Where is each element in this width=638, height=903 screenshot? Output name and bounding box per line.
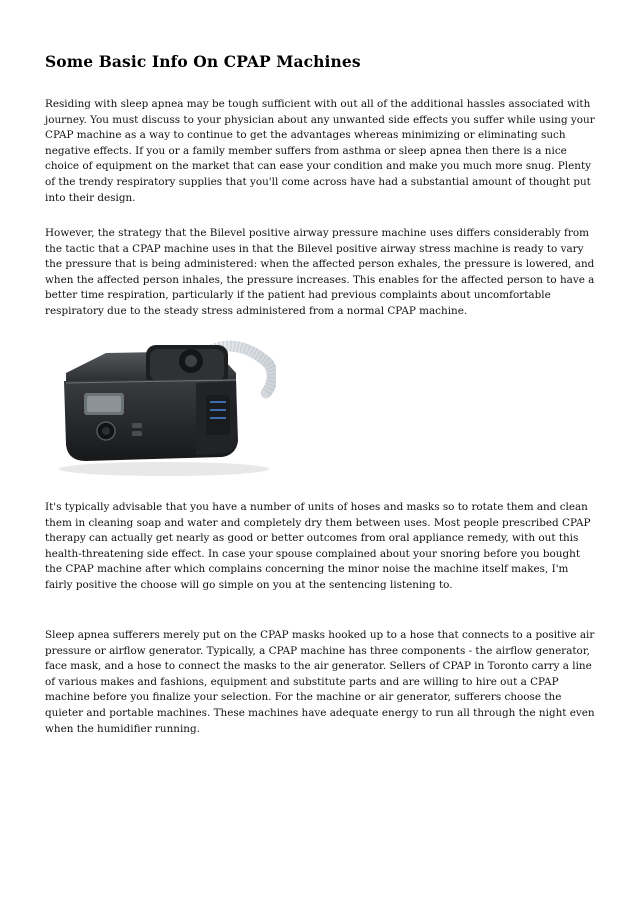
paragraph-1: Residing with sleep apnea may be tough sufficient with out all of the additional hassles associated with journey. You must discuss to your physician about any unwanted side effects you suffer while using your CPAP machine as a way to continue to get the advantages whereas minimizing or eliminating such negative effects. If you or a family member suffers from asthma or sleep apnea then there is a nice choice of equipment on the market that can ease your condition and make you much more snug. Plenty of the trendy respiratory supplies that you'll come across have had a substantial amount of thought put into their design. [45, 98, 595, 204]
paragraph-4: Sleep apnea sufferers merely put on the CPAP masks hooked up to a hose that connects to a positive air pressure or airflow generator. Typically, a CPAP machine has three components - the airflow generator, face mask, and a hose to connect the masks to the air generator. Sellers of CPAP in Toronto carry a line of various makes and fashions, equipment and substitute parts and are willing to hire out a CPAP machine before you finalize your selection. For the machine or air generator, sufferers choose the quieter and portable machines. These machines have adequate energy to run all through the night even when the humidifier running. [45, 629, 595, 735]
paragraph-3: It's typically advisable that you have a number of units of hoses and masks so to rotate them and clean them in cleaning soap and water and completely dry them between uses. Most people prescribed CPAP therapy can actually get nearly as good or better outcomes from oral appliance remedy, with out this health-threatening side effect. In case your spouse complained about your snoring before you bought the CPAP machine after which complains concerning the minor noise the machine itself makes, I'm fairly positive the choose will go simple on you at the sentencing listening to. [45, 501, 591, 591]
cpap-machine-image [46, 323, 276, 479]
paragraph-2: However, the strategy that the Bilevel positive airway pressure machine uses differs considerably from the tactic that a CPAP machine uses in that the Bilevel positive airway stress machine is ready to vary the pressure that is being administered: when the affected person exhales, the pressure is lowered, and when the affected person inhales, the pressure increases. This enables for the affected person to have a better time respiration, particularly if the patient had previous complaints about uncomfortable respiratory due to the steady stress administered from a normal CPAP machine. [45, 227, 595, 317]
cpap-machine-illustration [46, 323, 276, 479]
page-title: Some Basic Info On CPAP Machines [45, 52, 361, 71]
